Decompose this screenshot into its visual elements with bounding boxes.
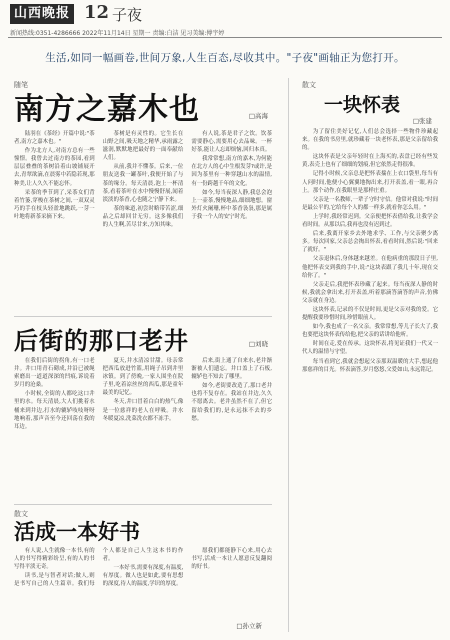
article-body (14, 357, 272, 497)
article-paragraph: 后来,我离开家乡去外地求学、工作,与父亲聚少离多。每次回家,父亲总会掏出怀表,看看时间,然后说:"回来了就好。" (302, 231, 438, 254)
article-alley (14, 316, 272, 498)
article-paragraph: 陆羽在《茶经》开篇中说:"茶者,南方之嘉木也。" (14, 131, 95, 146)
article-title: 活成一本好书 (14, 519, 140, 544)
left-column (14, 78, 272, 632)
article-body (302, 128, 438, 630)
article-byline: □刘晓 (248, 340, 268, 348)
article-title: 后街的那口老井 (14, 326, 189, 355)
article-title: 南方之嘉木也 (14, 92, 200, 127)
article-paragraph: 茶的味道,初尝时略带苦涩,细品之后却回甘无穷。这多像我们的人生啊,苦尽甘来,方知其味。 (102, 205, 184, 229)
article-paragraph: 上学时,我经常迟到。父亲便把怀表借给我,让我学会看时间。从那以后,我再也没有迟到过。 (302, 213, 438, 229)
masthead (0, 0, 450, 40)
article-paragraph: 父亲退休后,身体越来越差。在他病重的那段日子里,他把怀表交到我的手中,说:"这块表跟了我几十年,现在交给你了。" (302, 256, 438, 279)
article-main (14, 78, 272, 308)
article-paragraph: 每当看到它,我就会想起父亲那双温暖的大手,想起他那慈祥的目光。怀表滴答,岁月悠悠,父爱如山,永远铭记。 (302, 358, 438, 373)
page-number: 12 (84, 2, 110, 23)
article-byline: □孙立新 (236, 622, 262, 630)
article-paragraph: 采茶的季节到了,采茶女们背着竹篓,穿梭在茶树之间,一双双灵巧的手在枝头轻盈地跳跃,一芽一叶地将新茶采摘下来。 (14, 189, 95, 220)
article-paragraph: 茶树是有灵性的。它生长在山野之间,吸天地之精华,承雨露之滋润,默默地把最好的一面奉献给人们。 (102, 131, 184, 162)
section-banner: 生活,如同一幅画卷,世间万象,人生百态,尽收其中。"子夜"画轴正为您打开。 (45, 52, 405, 64)
article-paragraph: 如今,我也成了一名父亲。我常常想,等儿子长大了,我也要把这块怀表传给他,把父亲的话讲给他听。 (302, 324, 438, 339)
article-paragraph: 在我们后街的拐角,有一口老井。井口用青石砌成,井沿已被绳索磨出一道道深深的凹痕,诉说着岁月的沧桑。 (14, 358, 95, 389)
article-paragraph: 记得小时候,父亲总是把怀表揣在上衣口袋里,每当有人问时间,他便小心翼翼地掏出来,打开表盖,看一眼,再合上。那个动作,在我眼里是那样庄重。 (302, 171, 438, 194)
article-paragraph: 父亲走后,我把怀表珍藏了起来。每当夜深人静的时候,我就会拿出来,打开表盖,听着那滴答滴答的声音,仿佛父亲就在身边。 (302, 281, 438, 304)
newspaper-logo: 山西晚报 (10, 4, 74, 24)
masthead-rule (8, 37, 442, 38)
masthead-meta: 新闻热线:0351-4286666 2022年11月14日 星期一 责编:白洁 见习美编:傅宇婷 (10, 30, 225, 37)
article-paragraph: 小时候,全街的人都吃这口井里的水。每天清晨,大人们挑着水桶来到井边,打水的辘轳吱吱呀呀地响着,那声音至今还回荡在我的耳边。 (14, 391, 95, 430)
article-paragraph: 父亲是一名教师,一辈子守时守信。他常对我说:"时间是最公平的,它给每个人的都一样多,就看你怎么用。" (302, 196, 438, 211)
article-kicker: 散文 (14, 510, 28, 518)
article-paragraph: 如今,每当夜深人静,我总会泡上一壶茶,慢慢地品,细细地想。窗外灯火阑珊,杯中茶香袅袅,那是属于我一个人的安宁时光。 (191, 189, 272, 220)
article-paragraph: 从前,我并不懂茶。后来,一位朋友送我一罐茶叶,我便开始了与茶的缘分。每天清晨,泡上一杯清茶,看着茶叶在水中慢慢舒展,闻着淡淡的茶香,心也随之宁静下来。 (102, 164, 184, 203)
article-paragraph: 冬天,井口冒着白白的热气,像是一位慈祥的老人在呼吸。井水冬暖夏凉,洗菜洗衣都不冻手。 (102, 399, 184, 422)
article-paragraph: 后来,街上通了自来水,老井渐渐被人们遗忘。井口盖上了石板,辘轳也不知去了哪里。 (191, 358, 272, 381)
article-kicker: 随笔 (14, 81, 28, 89)
article-paragraph: 我常常想,南方的嘉木,为何能在北方人的心中生根发芽?或许,是因为茶里有一种穿越山水的温情,有一份跨越千年的文化。 (191, 156, 272, 187)
article-paragraph: 作为北方人,对南方总有一些憧憬。我曾去过南方的茶园,看到层层叠叠的茶树沿着山坡铺展开去,青翠欲滴,在晨雾中若隐若现,那种美,让人久久不能忘怀。 (14, 148, 95, 187)
article-paragraph: 夏天,井水清凉甘甜。母亲常把西瓜放进竹篮,用绳子吊到井里冰镇。到了傍晚,一家人围坐在院子里,吃着凉丝丝的西瓜,那是童年最美的记忆。 (102, 358, 184, 397)
article-paragraph: 一本好书,需要有深度,有温度,有厚度。做人也是如此,要有思想的深度,待人的温度,学识的厚度。 (102, 565, 184, 588)
article-byline: □高海 (248, 112, 268, 120)
article-kicker: 散文 (302, 81, 316, 89)
article-paragraph: 这块怀表,记录的不仅是时间,更是父亲对我的爱。它提醒我要珍惜时间,珍惜眼前人。 (302, 306, 438, 322)
article-title: 一块怀表 (324, 94, 401, 116)
section-title: 子夜 (112, 6, 143, 24)
article-paragraph: 如今,老街要改造了,那口老井也将不复存在。我站在井边,久久不愿离去。老井虽然不在了,但它留给我们的,是永远抹不去的乡愁。 (191, 383, 272, 422)
right-column (302, 78, 438, 632)
article-paragraph: 时间在走,爱在传承。这块怀表,将见证我们一代又一代人的温情与守望。 (302, 341, 438, 356)
article-paragraph: 有人说,茶是君子之饮。饮茶需要静心,需要用心去品味。一杯好茶,能让人忘却烦恼,回归本真。 (191, 131, 272, 154)
article-books (14, 504, 272, 632)
article-paragraph: 愿我们都能静下心来,用心去书写,活成一本让人愿意反复翻阅的好书。 (191, 548, 272, 571)
article-paragraph: 读书,是与智者对话;做人,则是书写自己的人生篇章。我们每个人都是自己人生这本书的作者。 (14, 548, 184, 588)
article-paragraph: 这块怀表是父亲年轻时在上海买的,表盘已经有些发黄,表壳上也有了细细的划痕,但它依然走得很准。 (302, 154, 438, 169)
article-byline: □张建 (412, 117, 432, 125)
article-body (14, 547, 272, 631)
article-paragraph: 为了留住美好记忆,人们总会选择一些物件珍藏起来。在我的书房里,就珍藏着一块老怀表,那是父亲留给我的。 (302, 129, 438, 152)
column-divider (288, 78, 289, 632)
article-body (14, 130, 272, 306)
article-paragraph: 有人说,人生就像一本书,有的人的书写得精彩纷呈,有的人的书写得平淡无奇。 (14, 548, 95, 571)
